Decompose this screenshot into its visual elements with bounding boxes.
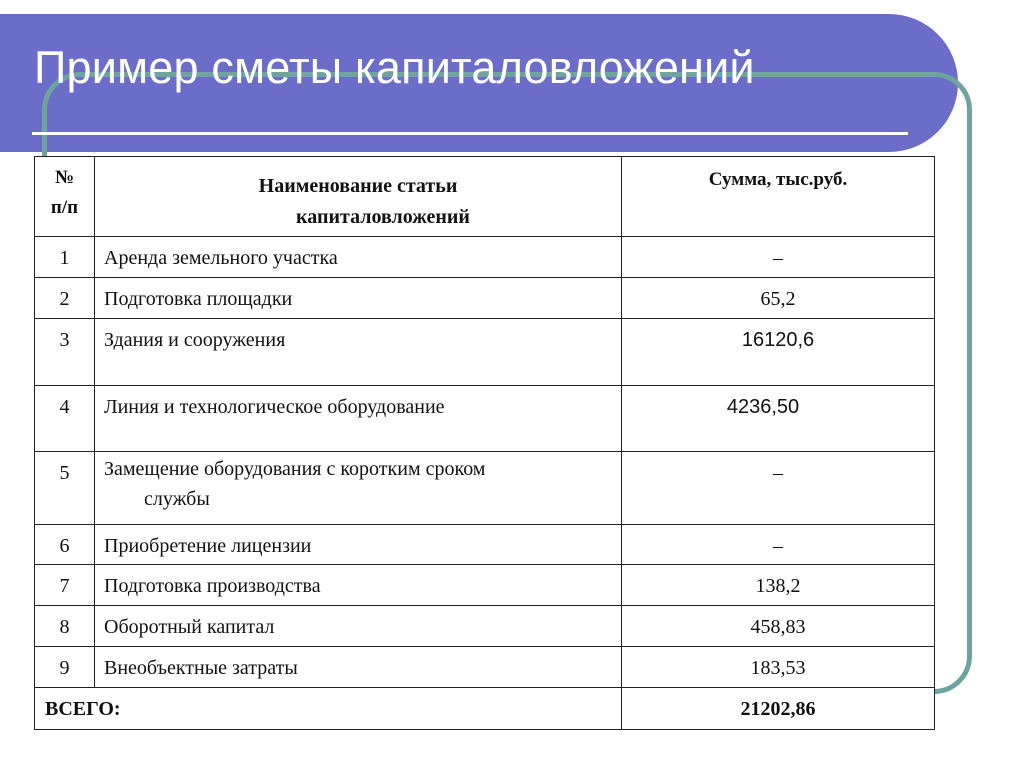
total-sum: 21202,86 (622, 688, 935, 730)
table-row (35, 319, 935, 386)
row-sum: 16120,6 (622, 319, 935, 386)
row-name-line2: службы (144, 488, 210, 510)
table-row (35, 386, 935, 452)
table-row (35, 525, 935, 565)
row-sum: 458,83 (622, 606, 935, 647)
row-sum: 138,2 (622, 565, 935, 606)
row-sum: – (622, 237, 935, 278)
table-row (35, 237, 935, 278)
row-sum: 65,2 (622, 278, 935, 319)
header-name-line2: капиталовложений (296, 206, 470, 228)
table-header-row (35, 157, 935, 237)
slide-title: Пример сметы капиталовложений (34, 42, 755, 93)
header-number-line2: п/п (50, 197, 79, 218)
table-row (35, 647, 935, 688)
header-item-name (95, 157, 622, 237)
row-name-line1: Замещение оборудования с коротким сроком (104, 458, 486, 480)
row-sum: – (622, 525, 935, 565)
title-underline (32, 132, 908, 135)
row-name: Аренда земельного участка (95, 237, 622, 278)
header-number-line1: № (54, 167, 75, 188)
row-name: Подготовка производства (95, 565, 622, 606)
table-row (35, 565, 935, 606)
table-row (35, 278, 935, 319)
header-number (35, 157, 95, 237)
row-name (95, 452, 622, 525)
row-number: 6 (35, 525, 95, 565)
row-number: 2 (35, 278, 95, 319)
table-row (35, 452, 935, 525)
row-number: 1 (35, 237, 95, 278)
header-sum: Сумма, тыс.руб. (622, 157, 935, 237)
row-number: 4 (35, 386, 95, 452)
row-number: 8 (35, 606, 95, 647)
row-name: Внеобъектные затраты (95, 647, 622, 688)
row-sum: – (622, 452, 935, 525)
row-name: Оборотный капитал (95, 606, 622, 647)
table-row (35, 606, 935, 647)
estimate-table (34, 156, 935, 730)
total-label: ВСЕГО: (35, 688, 622, 730)
estimate-table-container (34, 156, 934, 728)
header-name-line1: Наименование статьи (258, 175, 458, 197)
row-sum: 183,53 (622, 647, 935, 688)
row-number: 7 (35, 565, 95, 606)
row-name: Здания и сооружения (95, 319, 622, 386)
row-number: 3 (35, 319, 95, 386)
row-name: Подготовка площадки (95, 278, 622, 319)
row-sum: 4236,50 (622, 386, 935, 452)
table-total-row (35, 688, 935, 730)
row-number: 9 (35, 647, 95, 688)
row-name: Приобретение лицензии (95, 525, 622, 565)
row-number: 5 (35, 452, 95, 525)
row-name: Линия и технологическое оборудование (95, 386, 622, 452)
